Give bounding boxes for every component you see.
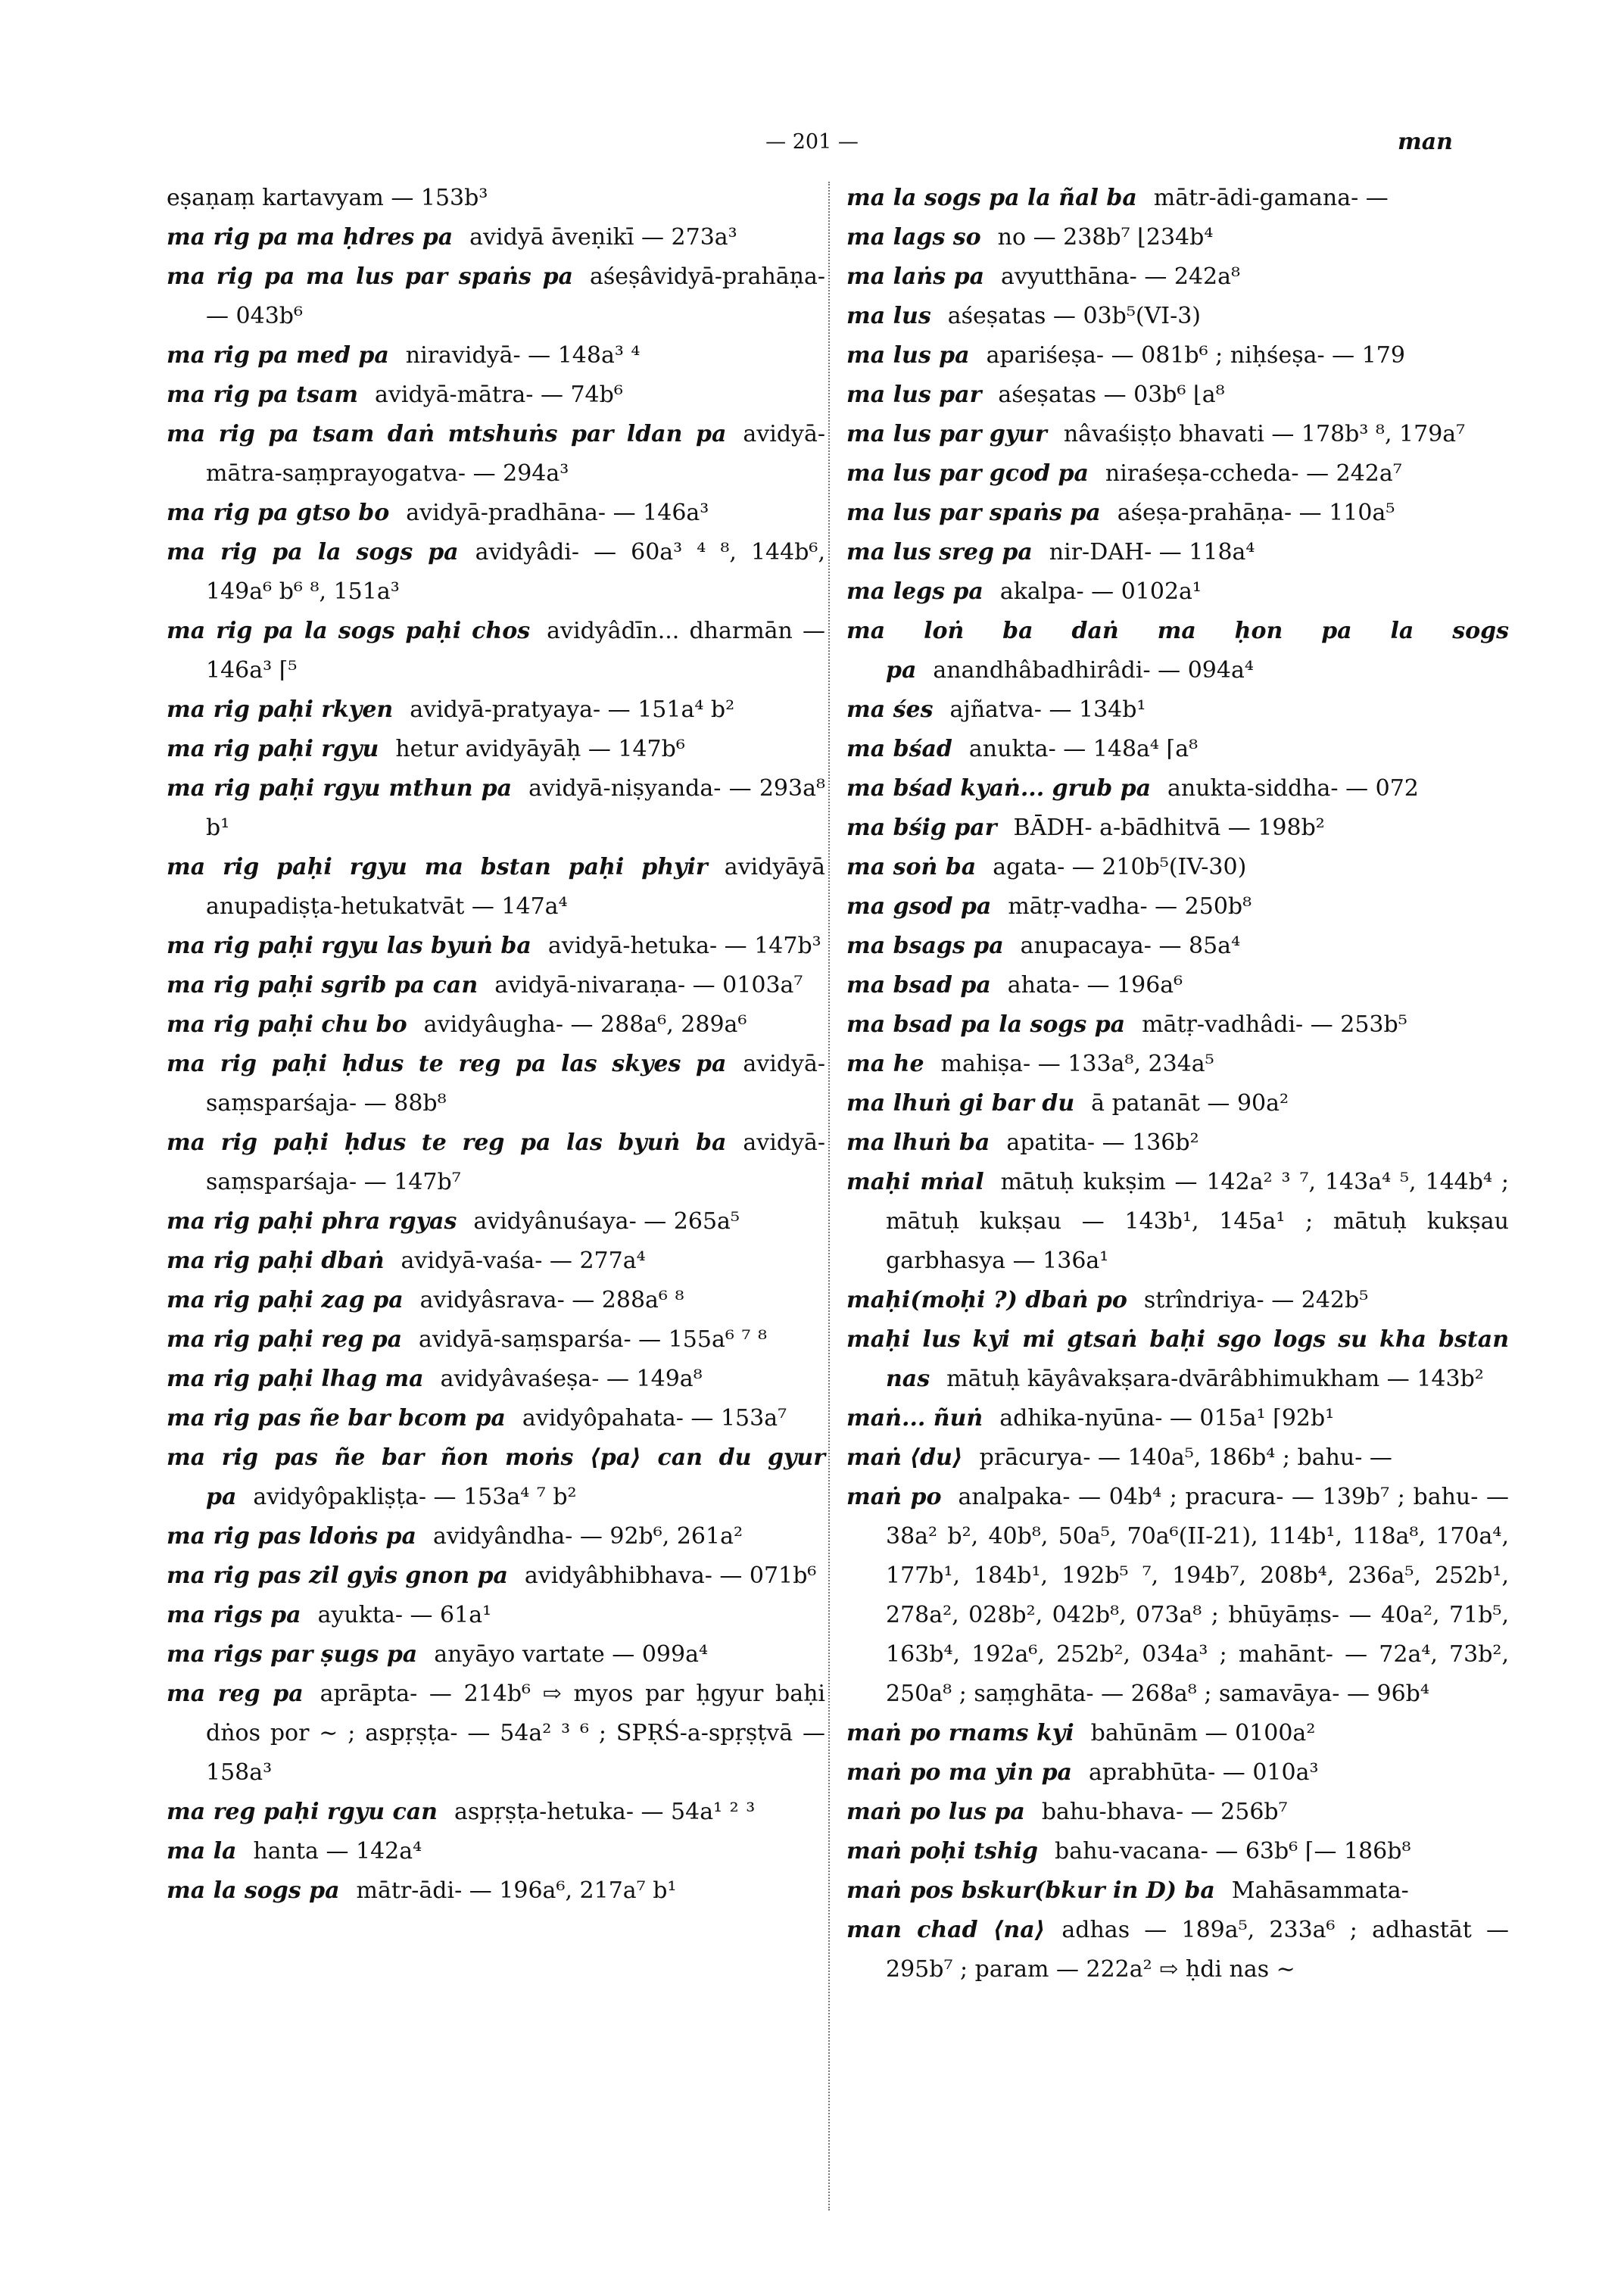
entry-headword: ma lus [846,303,931,329]
entry-headword: maḥi lus kyi mi gtsaṅ baḥi sgo logs su kha bstan nas [846,1326,1509,1392]
entry-gloss: avidyândha- — 92b⁶, 261a² [432,1523,743,1550]
entry-gloss: analpaka- — 04b⁴ ; pracura- — 139b⁷ ; bahu- — 38a² b², 40b⁸, 50a⁵, 70a⁶(II-21), 114b¹, 118a⁸, 170a⁴, 177b¹, 184b¹, 192b⁵ ⁷, 194b⁷, 208b⁴, 236a⁵, 252b¹, 278a², 028b², 042b⁸, 073a⁸ ; bhūyāṃs- — 40a², 71b⁵, 163b⁴, 192a⁶, 252b², 034a³ ; mahānt- — 72a⁴, 73b², 250a⁸ ; saṃghāta- — 268a⁸ ; samavāya- — 96b⁴ [886,1484,1509,1707]
entry-headword: maṅ po rnams kyi [846,1720,1074,1746]
dictionary-entry [846,1871,1509,1911]
dictionary-entry [167,1438,825,1517]
dictionary-entry [846,1911,1509,1989]
entry-headword: ma lus par [846,382,982,408]
entry-headword: ma bśig par [846,815,997,841]
entry-gloss: nir-DAH- — 118a⁴ [1049,539,1255,565]
entry-headword: ma he [846,1051,924,1077]
dictionary-entry [167,612,825,690]
entry-headword: ma rig pas ldoṅs pa [167,1523,416,1550]
entry-gloss: ajñatva- — 134b¹ [949,696,1146,723]
entry-headword: ma rig paḥi ḥdus te reg pa las byuṅ ba [167,1129,727,1156]
entry-gloss: mātr-ādi- — 196a⁶, 217a⁷ b¹ [356,1877,677,1904]
entry-headword: ma reg pa [167,1681,304,1707]
entry-headword: ma gsod pa [846,893,992,920]
entry-gloss: niraśeṣa-ccheda- — 242a⁷ [1105,460,1402,487]
left-column [167,179,825,1911]
entry-headword: ma rig pas ñe bar ñon moṅs ⟨pa⟩ can du gyur pa [167,1444,825,1510]
entry-gloss: mahiṣa- — 133a⁸, 234a⁵ [940,1051,1214,1077]
entry-headword: ma rig paḥi sgrib pa can [167,972,478,999]
entry-headword: ma lus par gcod pa [846,460,1089,487]
entry-gloss: bahūnām — 0100a² [1090,1720,1316,1746]
dictionary-entry [167,494,825,533]
dictionary-entry [846,1399,1509,1438]
entry-headword: ma soṅ ba [846,854,977,880]
dictionary-entry [167,690,825,730]
entry-gloss: hetur avidyāyāḥ — 147b⁶ [395,736,685,762]
dictionary-entry [846,1163,1509,1281]
dictionary-entry [846,533,1509,572]
entry-gloss: anupacaya- — 85a⁴ [1020,933,1241,959]
dictionary-entry [167,1281,825,1320]
entry-gloss: avidyâdi- — 60a³ ⁴ ⁸, 144b⁶, 149a⁶ b⁶ ⁸, 151a³ [206,539,825,605]
dictionary-entry [167,257,825,336]
dictionary-entry [167,927,825,966]
running-head: man [1398,129,1453,155]
entry-headword: ma lhuṅ gi bar du [846,1090,1075,1117]
entry-gloss: bahu-vacana- — 63b⁶ ⌈— 186b⁸ [1055,1838,1411,1865]
entry-gloss: BĀDH- a-bādhitvā — 198b² [1013,815,1325,841]
entry-headword: ma la sogs pa la ñal ba [846,185,1137,211]
entry-headword: ma lags so [846,224,981,251]
dictionary-entry [167,1517,825,1556]
dictionary-entry [167,1399,825,1438]
dictionary-entry [167,375,825,415]
entry-gloss: avidyāyā anupadiṣṭa-hetukatvāt — 147a⁴ [206,854,825,920]
dictionary-entry [167,1832,825,1871]
entry-gloss: avidyâugha- — 288a⁶, 289a⁶ [423,1011,747,1038]
dictionary-entry [846,848,1509,887]
entry-gloss: prācurya- — 140a⁵, 186b⁴ ; bahu- — [979,1444,1392,1471]
dictionary-entry [846,966,1509,1005]
dictionary-entry [846,1320,1509,1399]
entry-headword: maṅ... ñuṅ [846,1405,983,1432]
dictionary-entry [167,1123,825,1202]
entry-gloss: aspṛṣṭa-hetuka- — 54a¹ ² ³ [454,1799,756,1825]
dictionary-entry [167,1871,825,1911]
entry-headword: ma rig paḥi phra rgyas [167,1208,457,1235]
entry-gloss: apatita- — 136b² [1006,1129,1199,1156]
entry-headword: ma rig paḥi rgyu [167,736,379,762]
entry-gloss: bahu-bhava- — 256b⁷ [1041,1799,1288,1825]
dictionary-entry [846,927,1509,966]
dictionary-entry [167,415,825,494]
entry-gloss: avidyā-nivaraṇa- — 0103a⁷ [494,972,803,999]
entry-gloss: anukta- — 148a⁴ ⌈a⁸ [968,736,1199,762]
dictionary-entry [846,887,1509,927]
dictionary-entry [167,1045,825,1123]
entry-headword: ma loṅ ba daṅ ma ḥon pa la sogs pa [846,618,1509,684]
entry-headword: ma rig paḥi rkyen [167,696,394,723]
entry-gloss: anyāyo vartate — 099a⁴ [434,1641,708,1668]
entry-gloss: mātṛ-vadhâdi- — 253b⁵ [1142,1011,1407,1038]
entry-gloss: avidyâdīn... dharmān — 146a³ ⌈⁵ [206,618,825,684]
entry-headword: ma śes [846,696,934,723]
entry-gloss: aśeṣa-prahāṇa- — 110a⁵ [1117,500,1395,526]
dictionary-entry [846,1438,1509,1478]
entry-gloss: Mahāsammata- [1231,1877,1409,1904]
entry-headword: maṅ pos bskur(bkur in D) ba [846,1877,1215,1904]
entry-headword: ma rig pa tsam daṅ mtshuṅs par ldan pa [167,421,727,447]
dictionary-entry [167,218,825,257]
entry-gloss: avidyânuśaya- — 265a⁵ [473,1208,740,1235]
entry-gloss: avidyâbhibhava- — 071b⁶ [524,1562,817,1589]
dictionary-entry [846,1281,1509,1320]
entry-headword: ma rigs par ṣugs pa [167,1641,418,1668]
entry-gloss: avidyā-mātra- — 74b⁶ [375,382,623,408]
entry-gloss: avidyā-pratyaya- — 151a⁴ b² [410,696,735,723]
dictionary-entry [167,1596,825,1635]
entry-headword: ma rig paḥi ḥdus te reg pa las skyes pa [167,1051,727,1077]
entry-gloss: avidyôpahata- — 153a⁷ [522,1405,787,1432]
dictionary-entry [846,218,1509,257]
entry-headword: ma bsad pa [846,972,991,999]
dictionary-entry [846,612,1509,690]
entry-gloss: avidyā-hetuka- — 147b³ [547,933,821,959]
dictionary-entry [167,1202,825,1242]
entry-gloss: adhas — 189a⁵, 233a⁶ ; adhastāt — 295b⁷ ; param — 222a² ⇨ ḥdi nas ∼ [886,1917,1509,1983]
entry-headword: ma reg paḥi rgyu can [167,1799,438,1825]
dictionary-entry [167,1242,825,1281]
dictionary-entry [167,533,825,612]
entry-headword: ma rig pa tsam [167,382,359,408]
entry-gloss: avidyā-mātra-saṃprayogatva- — 294a³ [206,421,825,487]
entry-gloss: avidyâsrava- — 288a⁶ ⁸ [419,1287,684,1313]
entry-gloss: niravidyā- — 148a³ ⁴ [405,342,641,369]
dictionary-entry [846,1832,1509,1871]
entry-headword: ma bsad pa la sogs pa [846,1011,1126,1038]
dictionary-entry [167,848,825,927]
dictionary-entry [167,336,825,375]
entry-headword: ma rig pa ma lus par spaṅs pa [167,263,573,290]
entry-gloss: aprāpta- — 214b⁶ ⇨ myos par ḥgyur baḥi dṅos por ∼ ; aspṛṣṭa- — 54a² ³ ⁶ ; SPṚŚ-a-spṛṣṭvā — 158a³ [206,1681,826,1786]
entry-headword: ma rig pas zil gyis gnon pa [167,1562,508,1589]
entry-gloss: avidyôpakliṣṭa- — 153a⁴ ⁷ b² [253,1484,577,1510]
dictionary-entry [167,179,825,218]
dictionary-entry [846,1045,1509,1084]
entry-gloss: avidyā-saṃsparśaja- — 88b⁸ [206,1051,825,1117]
entry-headword: maḥi(moḥi ?) dbaṅ po [846,1287,1127,1313]
dictionary-entry [167,1005,825,1045]
dictionary-entry [846,375,1509,415]
dictionary-entry [846,494,1509,533]
entry-gloss: avidyā āveṇikī — 273a³ [469,224,737,251]
entry-gloss: avidyā-vaśa- — 277a⁴ [401,1248,646,1274]
entry-headword: ma rig pa gtso bo [167,500,390,526]
page-number: — 201 — [765,130,859,154]
dictionary-entry [167,730,825,769]
entry-gloss: no — 238b⁷ ⌊234b⁴ [997,224,1214,251]
entry-gloss: adhika-nyūna- — 015a¹ ⌈92b¹ [999,1405,1335,1432]
dictionary-entry [167,1635,825,1675]
entry-gloss: avidyā-saṃsparśa- — 155a⁶ ⁷ ⁸ [419,1326,767,1353]
dictionary-entry [846,1005,1509,1045]
entry-headword: maḥi mṅal [846,1169,984,1195]
dictionary-entry [846,336,1509,375]
dictionary-entry [846,454,1509,494]
entry-headword: ma lus pa [846,342,970,369]
entry-gloss: nâvaśiṣṭo bhavati — 178b³ ⁸, 179a⁷ [1063,421,1466,447]
dictionary-entry [846,1478,1509,1714]
entry-gloss: ā patanāt — 90a² [1091,1090,1289,1117]
dictionary-entry [846,808,1509,848]
dictionary-entry [846,690,1509,730]
entry-gloss: avidyā-niṣyanda- — 293a⁸ b¹ [206,775,825,841]
entry-headword: maṅ po [846,1484,942,1510]
entry-headword: ma bśad [846,736,952,762]
entry-headword: maṅ poḥi tshig [846,1838,1039,1865]
entry-headword: ma lus par gyur [846,421,1047,447]
entry-headword: ma rig paḥi rgyu mthun pa [167,775,513,802]
entry-gloss: eṣaṇaṃ kartavyam — 153b³ [167,185,488,211]
entry-gloss: apariśeṣa- — 081b⁶ ; niḥśeṣa- — 179 [986,342,1405,369]
entry-headword: ma la sogs pa [167,1877,340,1904]
entry-gloss: mātr-ādi-gamana- — [1153,185,1389,211]
entry-headword: ma lus par spaṅs pa [846,500,1101,526]
entry-gloss: agata- — 210b⁵(IV-30) [993,854,1247,880]
entry-gloss: anukta-siddha- — 072 [1167,775,1419,802]
dictionary-entry [167,769,825,848]
entry-gloss: avidyā-pradhāna- — 146a³ [406,500,709,526]
dictionary-entry [167,1556,825,1596]
dictionary-entry [167,1360,825,1399]
dictionary-entry [167,966,825,1005]
right-column [846,179,1509,1989]
entry-headword: ma rig paḥi rgyu las byuṅ ba [167,933,531,959]
entry-headword: ma rig paḥi lhag ma [167,1366,424,1392]
dictionary-entry [167,1675,825,1793]
entry-headword: ma rig paḥi rgyu ma bstan paḥi phyir [167,854,708,880]
entry-headword: ma rigs pa [167,1602,301,1628]
entry-gloss: mātṛ-vadha- — 250b⁸ [1008,893,1252,920]
entry-headword: ma lhuṅ ba [846,1129,990,1156]
dictionary-entry [846,1753,1509,1793]
entry-gloss: avidyâvaśeṣa- — 149a⁸ [440,1366,703,1392]
entry-headword: ma rig pa med pa [167,342,389,369]
dictionary-entry [846,257,1509,297]
entry-gloss: aprabhūta- — 010a³ [1089,1759,1319,1786]
entry-gloss: aśeṣatas — 03b⁶ ⌊a⁸ [998,382,1225,408]
entry-gloss: avyutthāna- — 242a⁸ [1001,263,1241,290]
entry-headword: ma rig pa ma ḥdres pa [167,224,454,251]
entry-gloss: mātuḥ kāyâvakṣara-dvārâbhimukham — 143b² [946,1366,1484,1392]
dictionary-entry [846,1714,1509,1753]
dictionary-entry [846,415,1509,454]
entry-headword: ma rig paḥi chu bo [167,1011,407,1038]
entry-headword: ma rig pas ñe bar bcom pa [167,1405,506,1432]
entry-headword: ma la [167,1838,237,1865]
dictionary-entry [846,179,1509,218]
entry-headword: ma bsags pa [846,933,1004,959]
entry-gloss: aśeṣâvidyā-prahāṇa- — 043b⁶ [206,263,825,329]
entry-headword: ma rig paḥi reg pa [167,1326,403,1353]
entry-gloss: hanta — 142a⁴ [253,1838,422,1865]
entry-headword: ma laṅs pa [846,263,985,290]
entry-headword: maṅ po lus pa [846,1799,1025,1825]
entry-gloss: ayukta- — 61a¹ [317,1602,492,1628]
entry-gloss: strîndriya- — 242b⁵ [1143,1287,1369,1313]
entry-headword: maṅ ⟨du⟩ [846,1444,963,1471]
entry-headword: ma bśad kyaṅ... grub pa [846,775,1152,802]
entry-gloss: ahata- — 196a⁶ [1007,972,1183,999]
entry-headword: man chad ⟨na⟩ [846,1917,1046,1943]
dictionary-entry [846,1084,1509,1123]
entry-gloss: mātuḥ kukṣim — 142a² ³ ⁷, 143a⁴ ⁵, 144b⁴ ; mātuḥ kukṣau — 143b¹, 145a¹ ; mātuḥ kukṣau garbhasya — 136a¹ [886,1169,1509,1274]
column-divider [828,182,830,2210]
dictionary-entry [846,297,1509,336]
entry-gloss: avidyā-saṃsparśaja- — 147b⁷ [206,1129,825,1195]
entry-gloss: aśeṣatas — 03b⁵(VI-3) [947,303,1202,329]
dictionary-entry [167,1320,825,1360]
entry-headword: ma lus sreg pa [846,539,1033,565]
entry-headword: maṅ po ma yin pa [846,1759,1072,1786]
entry-headword: ma rig paḥi dbaṅ [167,1248,385,1274]
entry-headword: ma rig pa la sogs paḥi chos [167,618,531,644]
dictionary-entry [846,730,1509,769]
dictionary-entry [846,769,1509,808]
dictionary-entry [167,1793,825,1832]
entry-gloss: anandhâbadhirâdi- — 094a⁴ [933,657,1254,684]
entry-gloss: akalpa- — 0102a¹ [999,578,1202,605]
entry-headword: ma rig pa la sogs pa [167,539,459,565]
dictionary-entry [846,1123,1509,1163]
dictionary-entry [846,1793,1509,1832]
entry-headword: ma rig paḥi zag pa [167,1287,404,1313]
entry-headword: ma legs pa [846,578,983,605]
dictionary-entry [846,572,1509,612]
